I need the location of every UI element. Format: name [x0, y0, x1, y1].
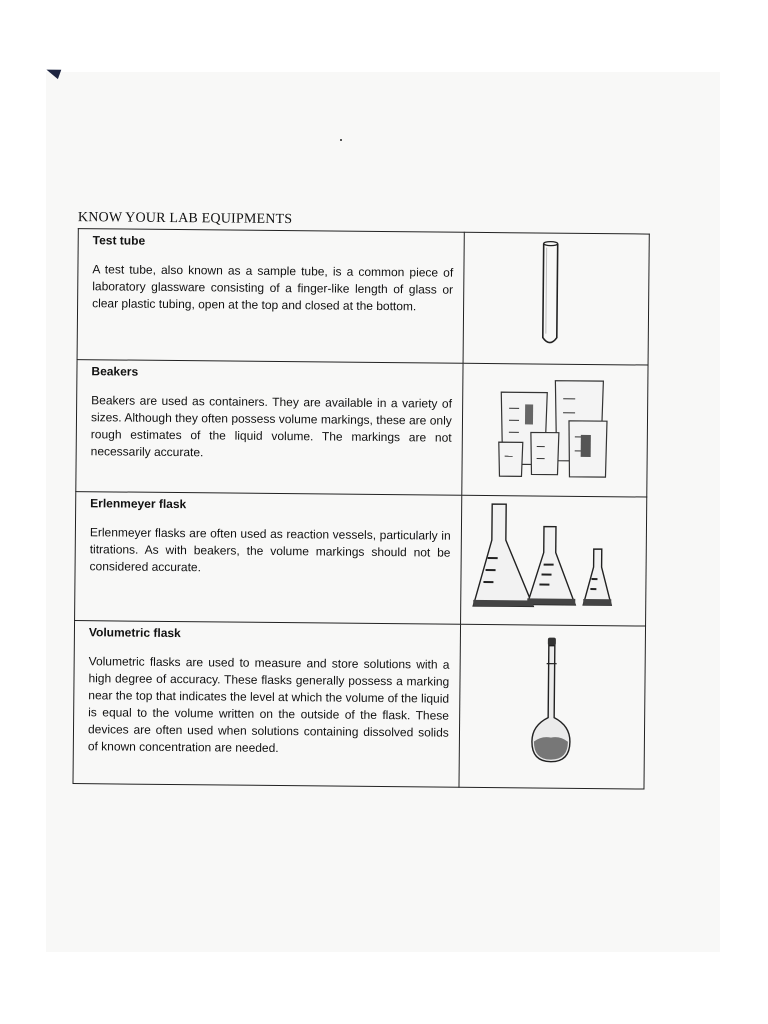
speck-mark	[340, 139, 342, 141]
lab-equipment-sheet	[64, 210, 651, 790]
equipment-table	[72, 228, 649, 789]
equipment-description: Beakers are used as containers. They are available in a variety of sizes. Although they often possess volume markings, these are only rough estimates of the liquid volume. The markings are not necessarily accurate.	[90, 393, 453, 460]
equipment-name: Erlenmeyer flask	[90, 496, 187, 512]
equipment-image-cell	[460, 495, 646, 626]
table-row	[76, 360, 648, 497]
volumetric-flask-illustration	[459, 625, 648, 779]
equipment-image-cell	[463, 232, 649, 365]
test-tube-illustration	[463, 233, 652, 355]
equipment-name: Volumetric flask	[88, 625, 181, 641]
equipment-text-cell	[77, 229, 464, 364]
table-row	[77, 229, 649, 365]
equipment-description: Volumetric flasks are used to measure and store solutions with a high degree of accuracy. These flasks generally possess a marking near the top that indicates the level at which the volume of the liquid is equal to the volume written on the outside of the flask. These devices are often used when solutions containing dissolved solids of known concentration are needed.	[87, 654, 450, 756]
equipment-description: A test tube, also known as a sample tube, is a common piece of laboratory glassware consisting of a finger-like length of glass or clear plastic tubing, open at the top and closed at the bottom.	[92, 262, 454, 314]
equipment-image-cell	[459, 624, 646, 789]
beakers-illustration	[462, 364, 651, 487]
equipment-name: Beakers	[91, 364, 139, 379]
equipment-description: Erlenmeyer flasks are often used as reaction vessels, particularly in titrations. As with beakers, the volume markings should not be considered accurate.	[89, 525, 451, 575]
erlenmeyer-flasks-illustration	[461, 496, 650, 616]
page-heading: KNOW YOUR LAB EQUIPMENTS	[77, 210, 293, 228]
table-row	[73, 621, 646, 789]
equipment-image-cell	[462, 363, 648, 497]
equipment-text-cell	[76, 360, 463, 496]
table-row	[75, 492, 647, 626]
equipment-text-cell	[75, 492, 462, 625]
equipment-text-cell	[73, 621, 460, 788]
equipment-name: Test tube	[92, 233, 146, 248]
